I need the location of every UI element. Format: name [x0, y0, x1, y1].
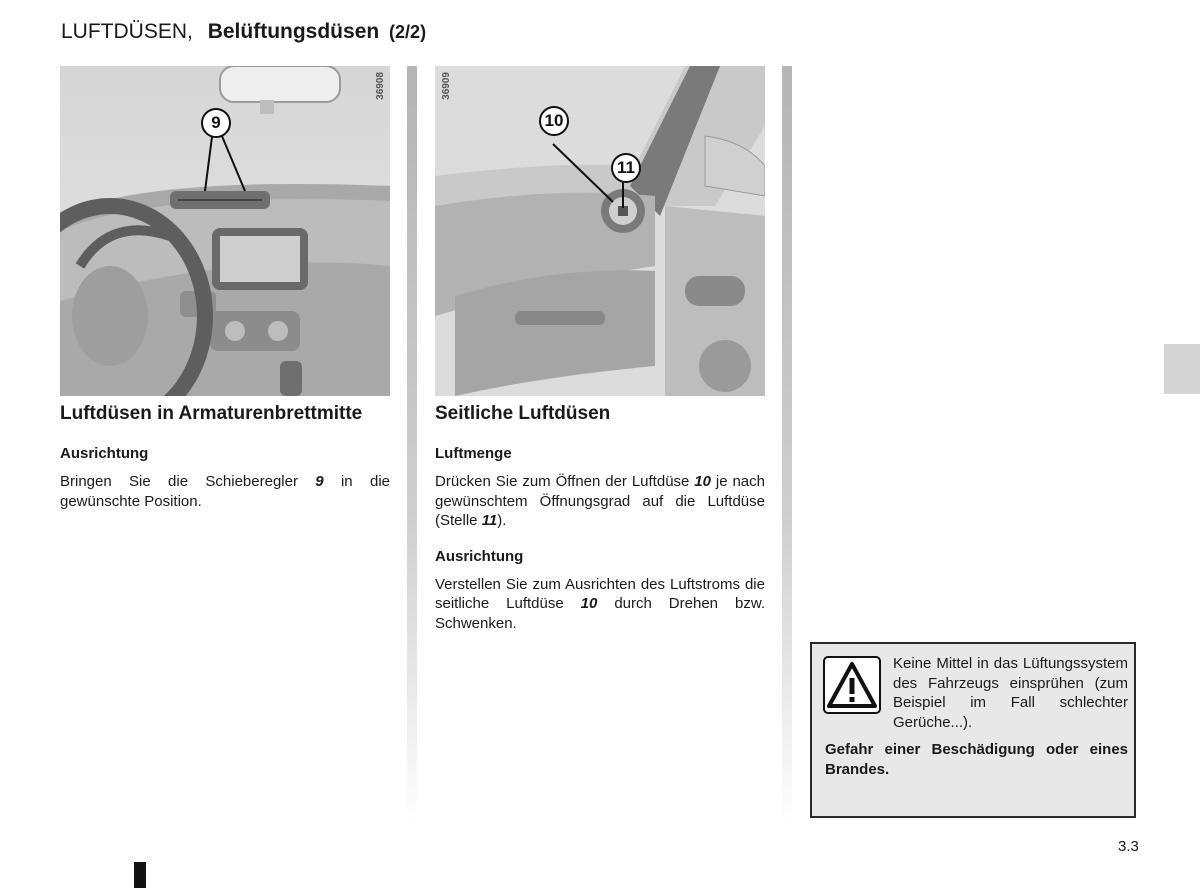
page-title-subtitle: Belüftungsdüsen — [207, 20, 380, 43]
crop-mark — [134, 862, 146, 888]
callout-10: 10 — [539, 106, 569, 136]
paragraph-alignment-side — [435, 575, 765, 634]
side-vent-illustration — [435, 66, 765, 396]
chapter-tab — [1164, 344, 1200, 394]
section-center-vents — [60, 402, 390, 527]
warning-text-main: Keine Mittel in das Lüftungssystem des Fahrzeugs einsprühen (zum Beispiel im Fall schlechter Gerüche...). — [893, 655, 1128, 731]
ref-number-10: 10 — [694, 473, 711, 490]
ref-number-9: 9 — [315, 473, 324, 490]
figure-side-vents — [435, 66, 765, 396]
ref-number-11: 11 — [481, 512, 498, 529]
subheading-alignment-right: Ausrichtung — [435, 547, 524, 565]
column-divider-right — [782, 66, 792, 826]
text-fragment: ). — [497, 512, 507, 529]
warning-triangle-icon — [823, 656, 881, 714]
text-fragment: in die gewünschte Position. — [60, 473, 391, 510]
text-fragment: Bringen Sie die Schieberegler — [60, 473, 316, 490]
paragraph-air-quantity — [435, 472, 765, 531]
text-fragment: Drücken Sie zum Öffnen der Luftdüse — [435, 473, 695, 490]
page-title-main: LUFTDÜSEN, — [61, 20, 193, 43]
section-title-side-vents: Seitliche Luftdüsen — [435, 403, 611, 424]
subheading-alignment-left: Ausrichtung — [60, 445, 149, 462]
ref-number-10: 10 — [580, 595, 598, 612]
text-fragment: durch Drehen bzw. Schwenken. — [435, 595, 765, 632]
paragraph-center-vents — [60, 472, 390, 511]
page-number: 3.3 — [1118, 838, 1139, 855]
column-divider-left — [407, 66, 417, 826]
warning-text-danger: Gefahr einer Beschädigung oder eines Brandes. — [825, 741, 1128, 778]
figure-ref-left: 36908 — [375, 72, 386, 100]
subheading-air-quantity: Luftmenge — [435, 445, 512, 462]
callout-9: 9 — [201, 108, 231, 138]
figure-ref-right: 36909 — [441, 72, 452, 100]
figure-dashboard-center-vents — [60, 66, 390, 396]
page-title — [61, 20, 426, 44]
warning-box — [810, 642, 1136, 818]
callout-11: 11 — [611, 153, 641, 183]
page-title-part: (2/2) — [389, 22, 427, 42]
text-fragment: je nach gewünschtem Öffnungsgrad auf die Luftdüse (Stelle — [435, 473, 765, 529]
section-side-vents — [435, 402, 765, 649]
text-fragment: Verstellen Sie zum Ausrichten des Luftstroms die seitliche Luftdüse — [435, 575, 765, 612]
section-title-center-vents: Luftdüsen in Armaturenbrettmitte — [60, 403, 363, 424]
